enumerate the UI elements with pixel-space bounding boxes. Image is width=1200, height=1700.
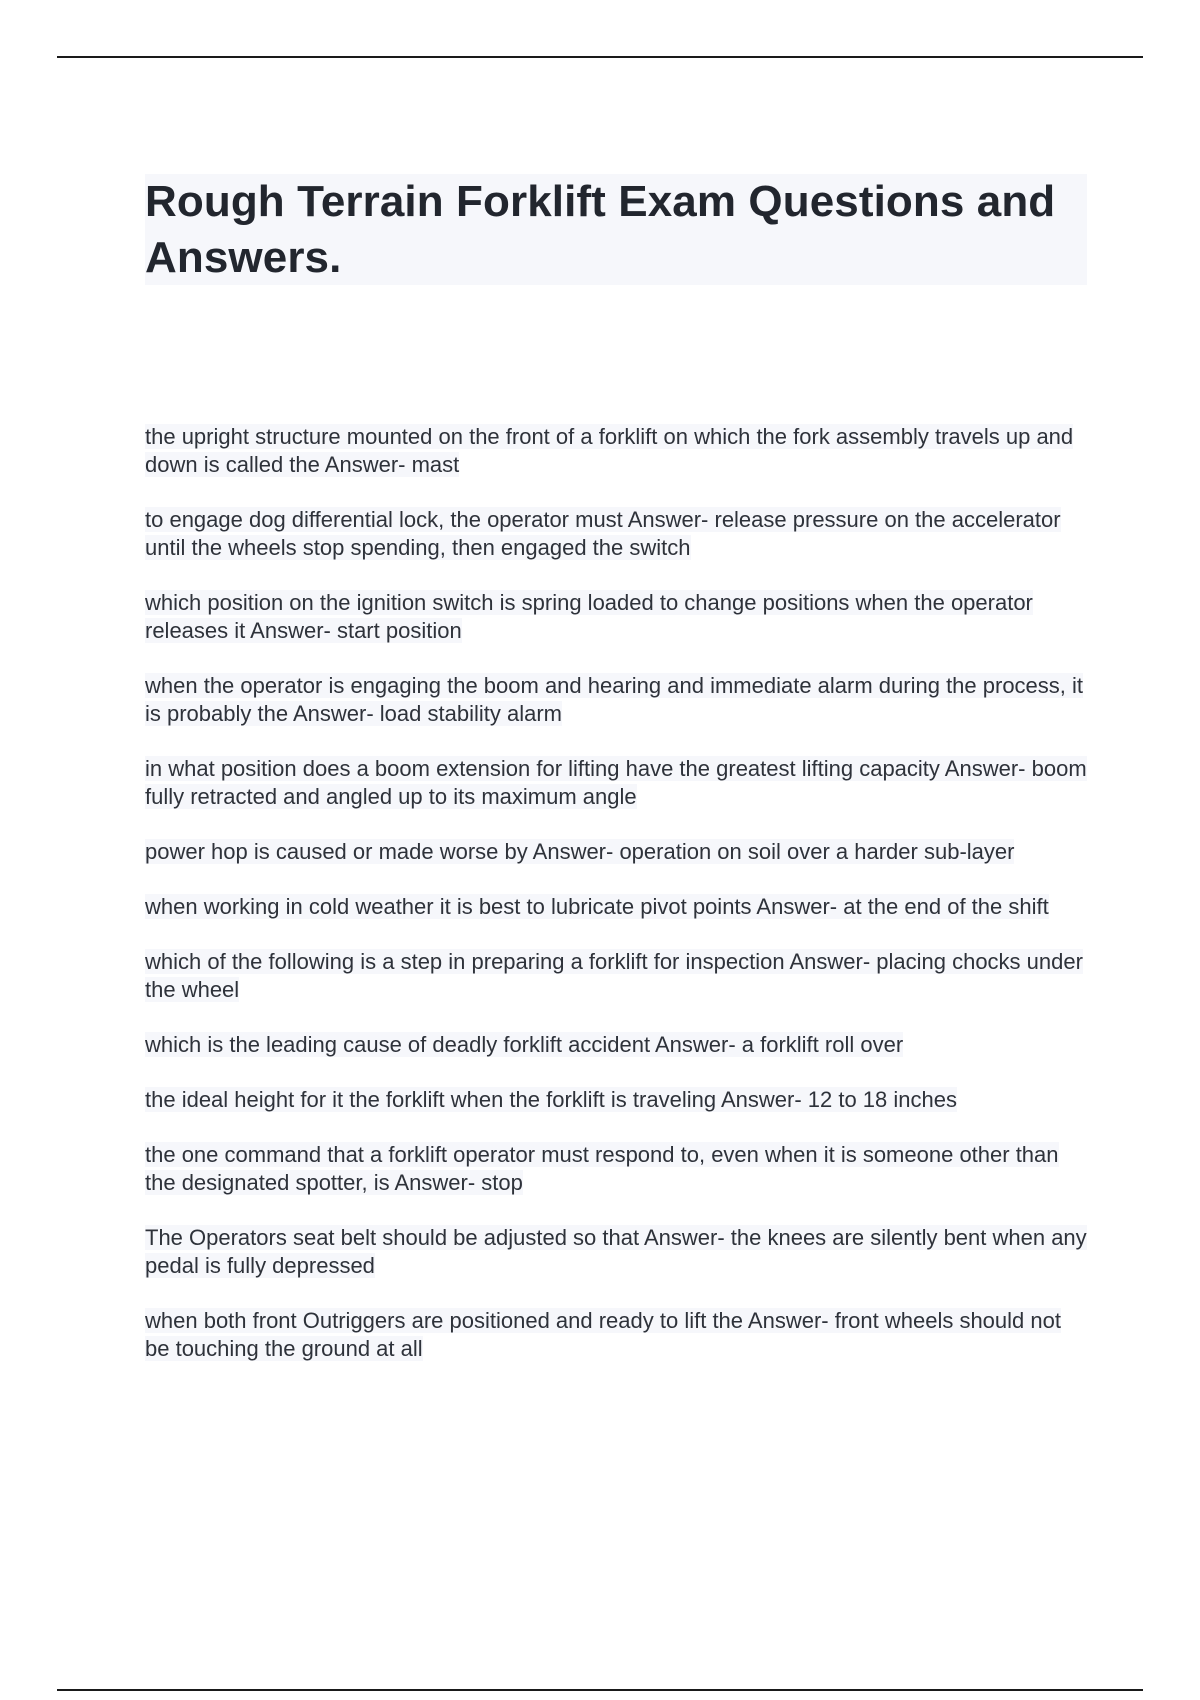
- qa-text: to engage dog differential lock, the operator must Answer- release pressure on the accelerator until the wheels stop spending, then engaged the switch: [145, 507, 1061, 560]
- document-title: Rough Terrain Forklift Exam Questions and Answers.: [145, 177, 1056, 282]
- qa-item: [145, 893, 1087, 921]
- qa-item: [145, 948, 1087, 1004]
- qa-text: power hop is caused or made worse by Answer- operation on soil over a harder sub-layer: [145, 839, 1015, 864]
- qa-item: [145, 1031, 1087, 1059]
- qa-item: [145, 1224, 1087, 1280]
- qa-item: [145, 506, 1087, 562]
- qa-text: when working in cold weather it is best to lubricate pivot points Answer- at the end of the shift: [145, 894, 1049, 919]
- qa-item: [145, 672, 1087, 728]
- qa-text: the upright structure mounted on the front of a forklift on which the fork assembly travels up and down is called the Answer- mast: [145, 424, 1074, 477]
- qa-item: [145, 423, 1087, 479]
- qa-list: [145, 423, 1087, 1390]
- title-block: [145, 174, 1087, 285]
- qa-text: when the operator is engaging the boom and hearing and immediate alarm during the process, it is probably the Answer- load stability alarm: [145, 673, 1084, 726]
- bottom-divider: [57, 1689, 1143, 1691]
- top-divider: [57, 56, 1143, 58]
- qa-text: in what position does a boom extension for lifting have the greatest lifting capacity Answer- boom fully retracted and angled up to its maximum angle: [145, 756, 1087, 809]
- qa-item: [145, 1141, 1087, 1197]
- qa-item: [145, 838, 1087, 866]
- qa-text: the ideal height for it the forklift when the forklift is traveling Answer- 12 to 18 inches: [145, 1087, 957, 1112]
- qa-text: which position on the ignition switch is spring loaded to change positions when the operator releases it Answer- start position: [145, 590, 1033, 643]
- qa-item: [145, 1307, 1087, 1363]
- qa-text: the one command that a forklift operator must respond to, even when it is someone other than the designated spotter, is Answer- stop: [145, 1142, 1059, 1195]
- qa-text: which is the leading cause of deadly forklift accident Answer- a forklift roll over: [145, 1032, 904, 1057]
- qa-text: which of the following is a step in preparing a forklift for inspection Answer- placing chocks under the wheel: [145, 949, 1083, 1002]
- qa-item: [145, 589, 1087, 645]
- qa-text: The Operators seat belt should be adjusted so that Answer- the knees are silently bent when any pedal is fully depressed: [145, 1225, 1087, 1278]
- qa-item: [145, 1086, 1087, 1114]
- qa-item: [145, 755, 1087, 811]
- qa-text: when both front Outriggers are positioned and ready to lift the Answer- front wheels should not be touching the ground at all: [145, 1308, 1061, 1361]
